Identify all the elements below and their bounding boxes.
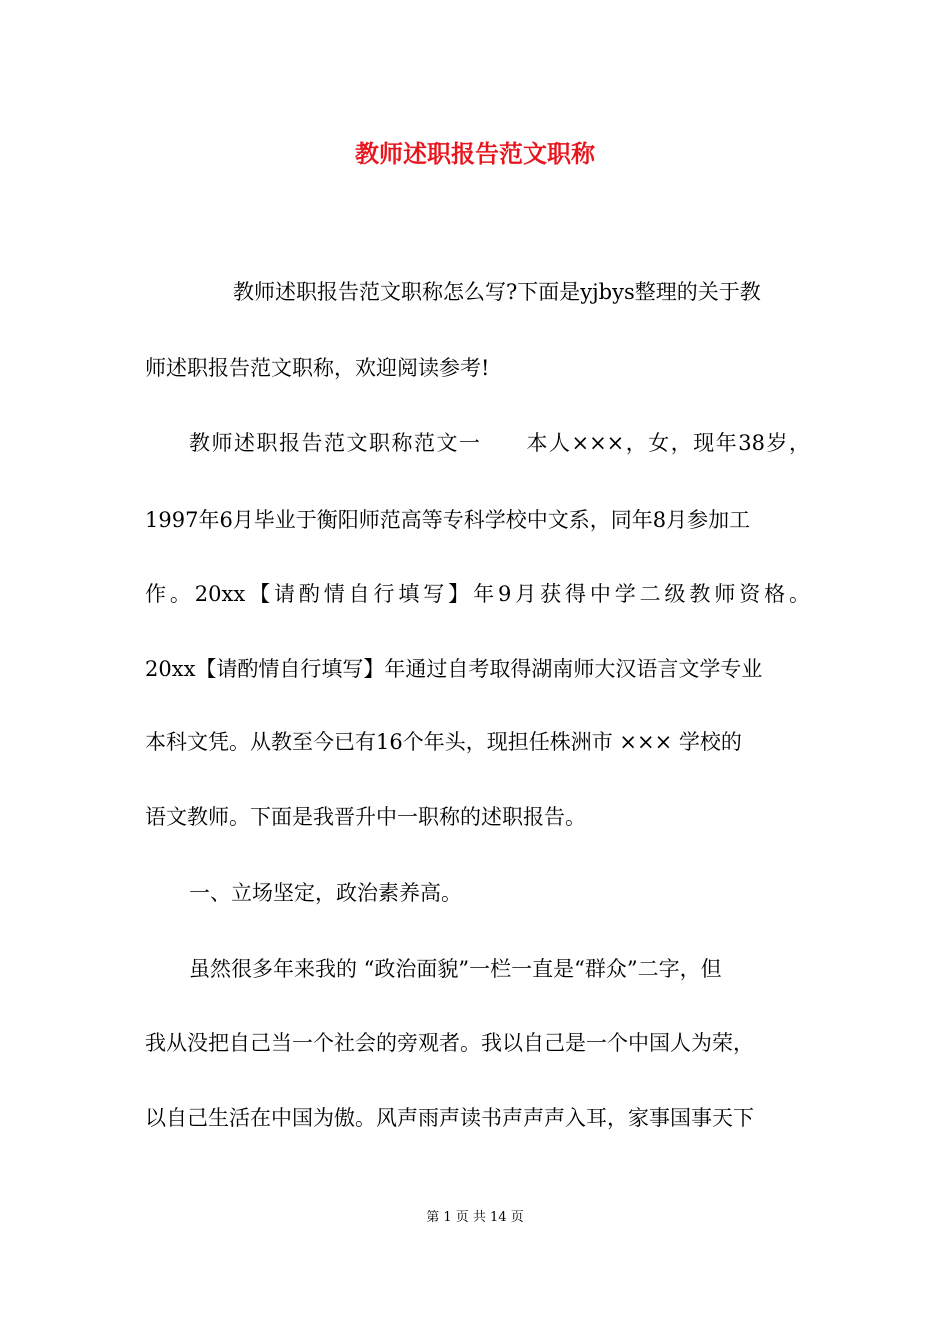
paragraph-line: 我从没把自己当一个社会的旁观者。我以自己是一个中国人为荣， [145,1031,754,1055]
section-heading: 一、立场坚定，政治素养高。 [189,881,462,905]
paragraph-line: 本科文凭。从教至今已有16个年头，现担任株洲市 ××× 学校的 [145,730,742,754]
paragraph-line: 作。20xx【请酌情自行填写】年9月获得中学二级教师资格。 [145,582,810,606]
page-number-footer: 第 1 页 共 14 页 [426,1210,524,1225]
paragraph-line: 师述职报告范文职称，欢迎阅读参考! [145,356,490,380]
paragraph-line: 教师述职报告范文职称怎么写?下面是yjbys整理的关于教 [233,280,761,304]
paragraph-line: 虽然很多年来我的 “政治面貌”一栏一直是“群众”二字，但 [189,957,722,981]
paragraph-line: 1997年6月毕业于衡阳师范高等专科学校中文系，同年8月参加工 [145,508,751,532]
paragraph-line: 20xx【请酌情自行填写】年通过自考取得湖南师大汉语言文学专业 [145,657,763,681]
paragraph-line: 教师述职报告范文职称范文一 本人×××，女，现年38岁， [189,431,810,455]
paragraph-line: 语文教师。下面是我晋升中一职称的述职报告。 [145,805,586,829]
paragraph-line: 以自己生活在中国为傲。风声雨声读书声声声入耳，家事国事天下 [145,1106,754,1130]
document-title: 教师述职报告范文职称 [355,139,595,168]
